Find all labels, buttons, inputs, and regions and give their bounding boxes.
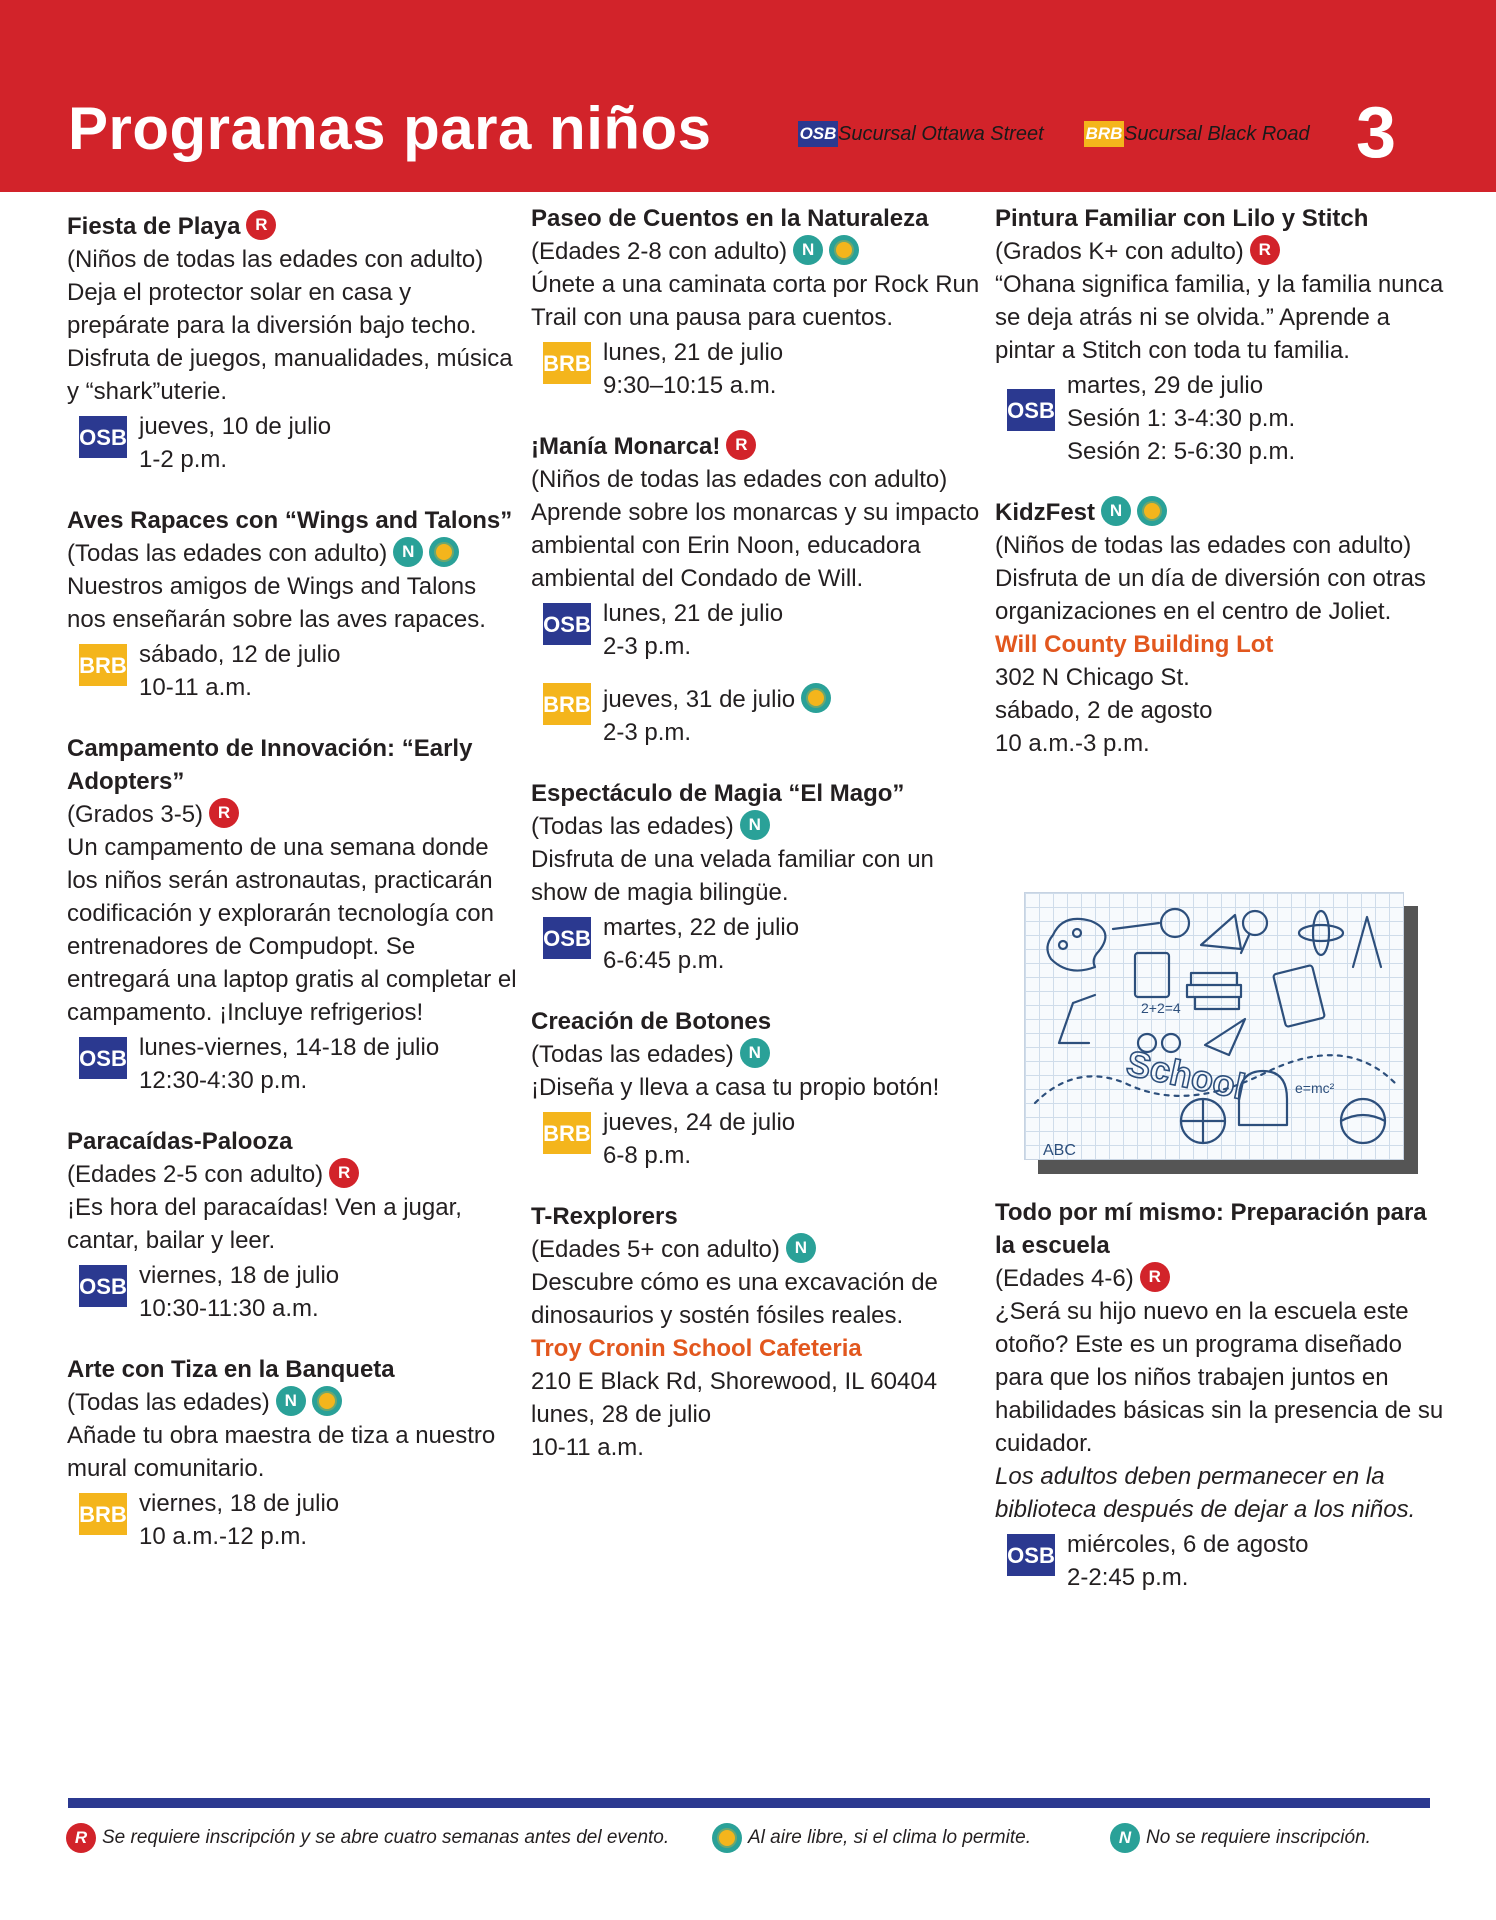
registration-required-icon: R xyxy=(1140,1262,1170,1292)
registration-required-icon: R xyxy=(66,1823,96,1853)
event-location: Will County Building Lot xyxy=(995,631,1274,658)
event-magia-el-mago xyxy=(531,777,981,977)
event-age: (Grados 3-5) R xyxy=(67,798,517,831)
event-date: lunes-viernes, 14-18 de julio xyxy=(139,1034,440,1061)
event-age: (Edades 2-5 con adulto) R xyxy=(67,1158,517,1191)
osb-badge: OSB xyxy=(798,121,838,147)
event-date: lunes, 28 de julio xyxy=(531,1401,712,1428)
event-time: 12:30-4:30 p.m. xyxy=(139,1067,308,1094)
column-3 xyxy=(995,202,1445,788)
no-registration-icon: N xyxy=(740,810,770,840)
event-time: 10-11 a.m. xyxy=(139,674,252,701)
event-title: KidzFest N xyxy=(995,496,1445,529)
brb-badge: BRB xyxy=(543,1112,591,1154)
column-2 xyxy=(531,202,981,1492)
event-note: Los adultos deben permanecer en la biblioteca después de dejar a los niños. xyxy=(995,1463,1416,1523)
legend-osb xyxy=(798,121,1044,147)
sun-icon xyxy=(1137,496,1167,526)
event-location: Troy Cronin School Cafeteria xyxy=(531,1335,862,1362)
registration-required-icon: R xyxy=(726,430,756,460)
sun-icon xyxy=(801,683,831,713)
ball-icon xyxy=(1341,1099,1385,1143)
footer-legend-text: No se requiere inscripción. xyxy=(1146,1827,1371,1848)
event-age: (Niños de todas las edades con adulto) xyxy=(995,532,1412,559)
event-title: Espectáculo de Magia “El Mago” xyxy=(531,780,905,807)
school-doodle-svg xyxy=(1025,893,1404,1160)
no-registration-icon: N xyxy=(276,1386,306,1416)
event-description: “Ohana significa familia, y la familia nunca se deja atrás ni se olvida.” Aprende a pintar a Stitch con toda tu familia. xyxy=(995,271,1444,364)
math-equation-2: e=mc² xyxy=(1295,1080,1335,1096)
event-time: 10-11 a.m. xyxy=(531,1434,644,1461)
calculator-icon xyxy=(1135,953,1169,997)
event-mania-monarca xyxy=(531,430,981,749)
school-word: School xyxy=(1122,1042,1249,1108)
event-schedule xyxy=(67,1487,517,1553)
event-title: Fiesta de Playa R xyxy=(67,210,517,243)
event-age: (Niños de todas las edades con adulto) xyxy=(67,246,484,273)
event-date: viernes, 18 de julio xyxy=(139,1262,340,1289)
event-description: Nuestros amigos de Wings and Talons nos enseñarán sobre las aves rapaces. xyxy=(67,573,486,633)
registration-required-icon: R xyxy=(329,1158,359,1188)
legend-brb xyxy=(1084,121,1310,147)
event-age: (Edades 5+ con adulto) N xyxy=(531,1233,981,1266)
paper-plane-icon xyxy=(1205,1019,1245,1055)
event-time: 10 a.m.-3 p.m. xyxy=(995,730,1150,757)
event-schedule xyxy=(67,1031,517,1097)
event-kidzfest xyxy=(995,496,1445,760)
palette-icon xyxy=(1047,919,1105,971)
footer-legend-outdoor xyxy=(712,1821,1031,1855)
event-date: sábado, 2 de agosto xyxy=(995,697,1213,724)
palette-dot xyxy=(1059,941,1067,949)
event-date: jueves, 10 de julio xyxy=(139,413,332,440)
event-t-rexplorers xyxy=(531,1200,981,1464)
sun-icon xyxy=(829,235,859,265)
event-title: Campamento de Innovación: “Early Adopters” xyxy=(67,735,473,795)
registration-required-icon: R xyxy=(209,798,239,828)
event-description: ¿Será su hijo nuevo en la escuela este otoño? Este es un programa diseñado para que los niños trabajen juntos en habilidades básicas sin la presencia de su cuidador. xyxy=(995,1298,1444,1457)
no-registration-icon: N xyxy=(740,1038,770,1068)
event-date: martes, 22 de julio xyxy=(603,914,800,941)
books-icon xyxy=(1187,973,1241,1009)
event-todo-por-mi-mismo xyxy=(995,1196,1445,1594)
event-title: ¡Manía Monarca! R xyxy=(531,430,981,463)
event-title: Creación de Botones xyxy=(531,1008,772,1035)
notebook-icon xyxy=(1273,965,1325,1027)
pencil-icon xyxy=(1113,923,1159,929)
no-registration-icon: N xyxy=(393,537,423,567)
event-date: miércoles, 6 de agosto xyxy=(1067,1531,1309,1558)
event-description: Deja el protector solar en casa y prepárate para la diversión bajo techo. Disfruta de juegos, manualidades, música y “shark”uterie. xyxy=(67,279,513,405)
sun-icon xyxy=(312,1386,342,1416)
event-schedule xyxy=(531,336,981,402)
atom-icon xyxy=(1299,925,1343,941)
column-3-lower xyxy=(995,1196,1445,1622)
event-date: viernes, 18 de julio xyxy=(139,1490,340,1517)
event-date: lunes, 21 de julio xyxy=(603,600,784,627)
footer-legend-no-registration xyxy=(1110,1821,1371,1855)
event-age: (Todas las edades) N xyxy=(531,810,981,843)
event-schedule xyxy=(995,1528,1445,1594)
sun-icon xyxy=(712,1823,742,1853)
event-aves-rapaces xyxy=(67,504,517,704)
event-title: Paracaídas-Palooza xyxy=(67,1128,293,1155)
event-session-1: Sesión 1: 3-4:30 p.m. xyxy=(1067,405,1296,432)
no-registration-icon: N xyxy=(1110,1823,1140,1853)
footer-legend-text: Al aire libre, si el clima lo permite. xyxy=(748,1827,1031,1848)
no-registration-icon: N xyxy=(793,235,823,265)
event-paracaidas-palooza xyxy=(67,1125,517,1325)
page-title: Programas para niños xyxy=(68,95,712,162)
event-description: Descubre cómo es una excavación de dinosaurios y sostén fósiles reales. xyxy=(531,1269,938,1329)
event-time: 10 a.m.-12 p.m. xyxy=(139,1523,308,1550)
event-schedule-2 xyxy=(531,677,981,749)
event-age: (Todas las edades) N xyxy=(531,1038,981,1071)
event-title: Arte con Tiza en la Banqueta xyxy=(67,1356,395,1383)
osb-badge: OSB xyxy=(79,1037,127,1079)
event-date: sábado, 12 de julio xyxy=(139,641,341,668)
event-date: lunes, 21 de julio xyxy=(603,339,784,366)
event-age: (Edades 4-6) R xyxy=(995,1262,1445,1295)
osb-badge: OSB xyxy=(543,917,591,959)
event-description: ¡Diseña y lleva a casa tu propio botón! xyxy=(531,1074,940,1101)
header-banner xyxy=(0,0,1496,192)
event-title: Aves Rapaces con “Wings and Talons” xyxy=(67,507,513,534)
column-1 xyxy=(67,210,517,1581)
event-schedule xyxy=(531,597,981,663)
osb-badge: OSB xyxy=(79,1265,127,1307)
event-title: Pintura Familiar con Lilo y Stitch xyxy=(995,205,1369,232)
event-address: 210 E Black Rd, Shorewood, IL 60404 xyxy=(531,1368,938,1395)
event-paseo-de-cuentos xyxy=(531,202,981,402)
footer-rule xyxy=(68,1798,1430,1808)
no-registration-icon: N xyxy=(1101,496,1131,526)
school-doodle-illustration xyxy=(1024,892,1404,1160)
legend-osb-label: Sucursal Ottawa Street xyxy=(838,122,1044,145)
registration-required-icon: R xyxy=(1250,235,1280,265)
event-description: Disfruta de un día de diversión con otras organizaciones en el centro de Joliet. xyxy=(995,565,1426,625)
event-campamento-innovacion xyxy=(67,732,517,1097)
osb-badge: OSB xyxy=(543,603,591,645)
legend-brb-label: Sucursal Black Road xyxy=(1124,122,1310,145)
event-time: 10:30-11:30 a.m. xyxy=(139,1295,319,1322)
math-equation: 2+2=4 xyxy=(1141,1000,1181,1016)
apple-icon xyxy=(1161,909,1189,937)
event-date: jueves, 24 de julio xyxy=(603,1109,796,1136)
event-creacion-de-botones xyxy=(531,1005,981,1172)
abc-text: ABC xyxy=(1043,1142,1076,1159)
brb-badge: BRB xyxy=(79,1493,127,1535)
event-time: 9:30–10:15 a.m. xyxy=(603,372,777,399)
no-registration-icon: N xyxy=(786,1233,816,1263)
event-date: jueves, 31 de julio xyxy=(603,683,831,716)
event-age: (Todas las edades) N xyxy=(67,1386,517,1419)
event-description: Añade tu obra maestra de tiza a nuestro mural comunitario. xyxy=(67,1422,496,1482)
page-number: 3 xyxy=(1356,93,1397,173)
event-schedule xyxy=(531,1106,981,1172)
osb-badge: OSB xyxy=(1007,1534,1055,1576)
event-time: 6-6:45 p.m. xyxy=(603,947,725,974)
event-description: Únete a una caminata corta por Rock Run Trail con una pausa para cuentos. xyxy=(531,271,980,331)
sun-icon xyxy=(429,537,459,567)
event-fiesta-de-playa xyxy=(67,210,517,476)
event-age: (Niños de todas las edades con adulto) xyxy=(531,466,948,493)
event-age: (Edades 2-8 con adulto) N xyxy=(531,235,981,268)
event-time: 1-2 p.m. xyxy=(139,446,228,473)
ruler-icon xyxy=(1201,915,1241,949)
lamp-icon xyxy=(1059,995,1095,1043)
registration-required-icon: R xyxy=(246,210,276,240)
event-schedule xyxy=(67,410,517,476)
event-session-2: Sesión 2: 5-6:30 p.m. xyxy=(1067,438,1296,465)
brb-badge: BRB xyxy=(543,342,591,384)
footer-legend-text: Se requiere inscripción y se abre cuatro semanas antes del evento. xyxy=(102,1827,670,1848)
palette-dot xyxy=(1073,929,1081,937)
event-title: Todo por mí mismo: Preparación para la escuela xyxy=(995,1199,1427,1259)
event-time: 6-8 p.m. xyxy=(603,1142,692,1169)
event-description: ¡Es hora del paracaídas! Ven a jugar, cantar, bailar y leer. xyxy=(67,1194,462,1254)
event-address: 302 N Chicago St. xyxy=(995,664,1190,691)
event-age: (Todas las edades con adulto) N xyxy=(67,537,517,570)
event-time: 2-3 p.m. xyxy=(603,633,692,660)
event-arte-con-tiza xyxy=(67,1353,517,1553)
magnifier-icon xyxy=(1243,911,1267,935)
event-description: Un campamento de una semana donde los niños serán astronautas, practicarán codificación y explorarán tecnología con entrenadores de Compudopt. Se entregará una laptop gratis al completar el campamento. ¡Incluye refrigerios! xyxy=(67,834,517,1026)
brb-badge: BRB xyxy=(1084,121,1124,147)
event-description: Disfruta de una velada familiar con un show de magia bilingüe. xyxy=(531,846,934,906)
event-time: 2-3 p.m. xyxy=(603,719,692,746)
event-schedule xyxy=(67,1259,517,1325)
event-schedule xyxy=(995,369,1445,468)
event-title: T-Rexplorers xyxy=(531,1203,678,1230)
footer-legend-registration xyxy=(66,1821,669,1855)
event-title: Paseo de Cuentos en la Naturaleza xyxy=(531,205,929,232)
event-schedule xyxy=(67,638,517,704)
osb-badge: OSB xyxy=(1007,389,1055,431)
brb-badge: BRB xyxy=(79,644,127,686)
event-time: 2-2:45 p.m. xyxy=(1067,1564,1189,1591)
event-schedule xyxy=(531,911,981,977)
event-description: Aprende sobre los monarcas y su impacto ambiental con Erin Noon, educadora ambiental del Condado de Will. xyxy=(531,499,980,592)
event-pintura-lilo-stitch xyxy=(995,202,1445,468)
brb-badge: BRB xyxy=(543,683,591,725)
event-age: (Grados K+ con adulto) R xyxy=(995,235,1445,268)
compass-icon xyxy=(1353,917,1381,967)
event-date: martes, 29 de julio xyxy=(1067,372,1264,399)
osb-badge: OSB xyxy=(79,416,127,458)
